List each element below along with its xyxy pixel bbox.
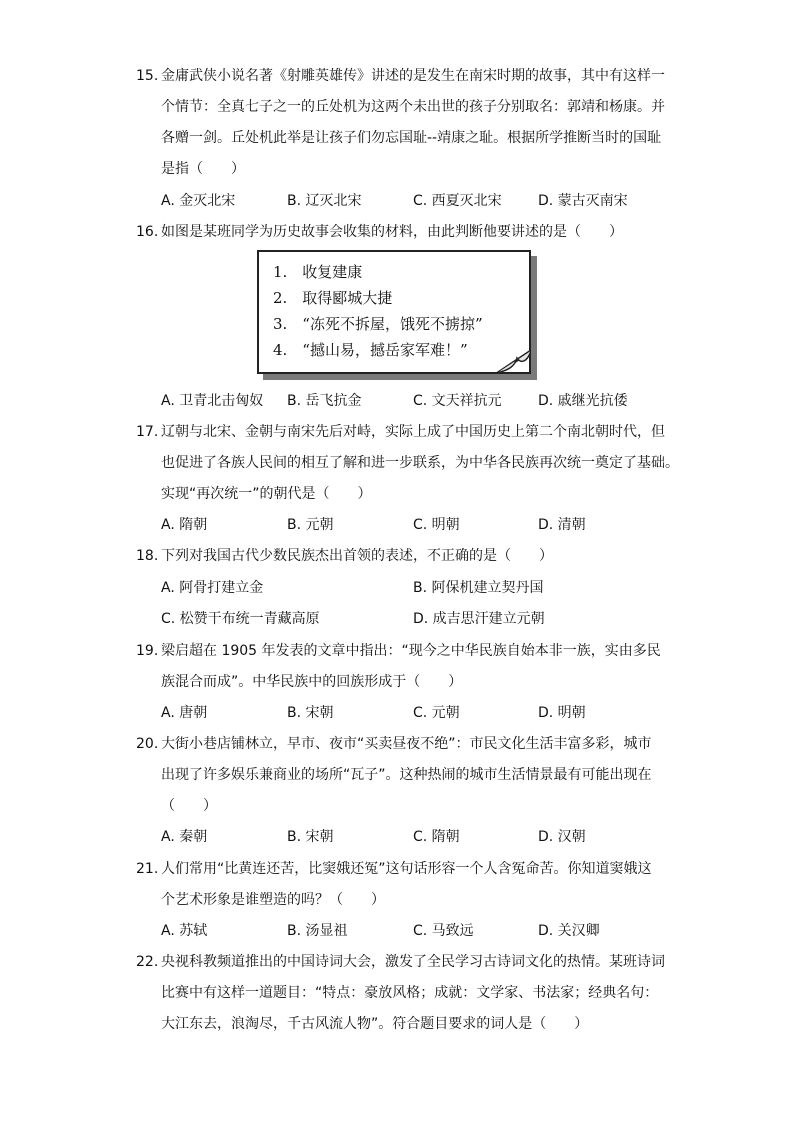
option-a[interactable]: A. 秦朝 <box>161 829 208 845</box>
question-text: 比赛中有这样一道题目：“特点：豪放风格；成就：文学家、书法家；经典名句： <box>161 985 659 1001</box>
question-text: 大江东去，浪淘尽，千古风流人物”。符合题目要求的词人是（ ） <box>161 1016 589 1032</box>
option-c[interactable]: C. 文天祥抗元 <box>413 393 502 409</box>
question-text: 大街小巷店铺林立，早市、夜市“买卖昼夜不绝”：市民文化生活丰富多彩，城市 <box>161 736 652 752</box>
option-b[interactable]: B. 宋朝 <box>287 705 334 721</box>
option-c[interactable]: C. 隋朝 <box>413 829 460 845</box>
question-text: 如图是某班同学为历史故事会收集的材料，由此判断他要讲述的是（ ） <box>161 224 623 240</box>
question-number: 15. <box>136 68 159 84</box>
option-c[interactable]: C. 马致远 <box>413 923 474 939</box>
material-note <box>257 250 538 380</box>
option-d[interactable]: D. 戚继光抗倭 <box>538 393 628 409</box>
question-number: 16. <box>136 224 159 240</box>
question-text: 金庸武侠小说名著《射雕英雄传》讲述的是发生在南宋时期的故事，其中有这样一 <box>161 68 665 84</box>
question-number: 17. <box>136 424 159 440</box>
option-a[interactable]: A. 唐朝 <box>161 705 208 721</box>
question-number: 20. <box>136 736 159 752</box>
option-a[interactable]: A. 隋朝 <box>161 517 208 533</box>
question-number: 21. <box>136 861 159 877</box>
question-text: 实现“再次统一”的朝代是（ ） <box>161 486 372 502</box>
question-text: 辽朝与北宋、金朝与南宋先后对峙，实际上成了中国历史上第二个南北朝时代，但 <box>161 424 665 440</box>
option-d[interactable]: D. 蒙古灭南宋 <box>538 193 628 209</box>
question-text: 出现了许多娱乐兼商业的场所“瓦子”。这种热闹的城市生活情景最有可能出现在 <box>161 767 652 783</box>
question-text: 个情节：全真七子之一的丘处机为这两个未出世的孩子分别取名：郭靖和杨康。并 <box>161 99 665 115</box>
option-a[interactable]: A. 苏轼 <box>161 923 208 939</box>
page-fold-icon <box>495 350 531 374</box>
note-item: 1. 收复建康 <box>273 263 363 281</box>
option-d[interactable]: D. 成吉思汗建立元朝 <box>413 611 545 627</box>
option-b[interactable]: B. 宋朝 <box>287 829 334 845</box>
option-a[interactable]: A. 金灭北宋 <box>161 193 236 209</box>
question-number: 18. <box>136 548 159 564</box>
option-a[interactable]: A. 卫青北击匈奴 <box>161 393 264 409</box>
question-text: 是指（ ） <box>161 161 245 177</box>
question-text: 个艺术形象是谁塑造的吗？（ ） <box>161 892 385 908</box>
option-c[interactable]: C. 松赞干布统一青藏高原 <box>161 611 320 627</box>
option-c[interactable]: C. 明朝 <box>413 517 460 533</box>
option-b[interactable]: B. 汤显祖 <box>287 923 348 939</box>
question-text: （ ） <box>161 798 217 814</box>
option-a[interactable]: A. 阿骨打建立金 <box>161 580 264 596</box>
option-b[interactable]: B. 岳飞抗金 <box>287 393 362 409</box>
option-c[interactable]: C. 西夏灭北宋 <box>413 193 502 209</box>
option-b[interactable]: B. 辽灭北宋 <box>287 193 362 209</box>
question-number: 19. <box>136 643 159 659</box>
option-b[interactable]: B. 元朝 <box>287 517 334 533</box>
option-d[interactable]: D. 关汉卿 <box>538 923 600 939</box>
question-text: 央视科教频道推出的中国诗词大会，激发了全民学习古诗词文化的热情。某班诗词 <box>161 954 665 970</box>
option-c[interactable]: C. 元朝 <box>413 705 460 721</box>
option-d[interactable]: D. 明朝 <box>538 705 586 721</box>
question-text: 人们常用“比黄连还苦，比窦娥还冤”这句话形容一个人含冤命苦。你知道窦娥这 <box>161 861 652 877</box>
question-text: 族混合而成”。中华民族中的回族形成于（ ） <box>161 674 463 690</box>
question-text: 也促进了各族人民间的相互了解和进一步联系，为中华各民族再次统一奠定了基础。 <box>161 455 679 471</box>
note-card <box>257 250 531 374</box>
question-text: 下列对我国古代少数民族杰出首领的表述，不正确的是（ ） <box>161 548 553 564</box>
question-text: 各赠一剑。丘处机此举是让孩子们勿忘国耻--靖康之耻。根据所学推断当时的国耻 <box>161 130 662 146</box>
note-item: 4. “撼山易，撼岳家军难！” <box>273 341 468 359</box>
note-item: 2. 取得郾城大捷 <box>273 289 393 307</box>
question-number: 22. <box>136 954 159 970</box>
option-d[interactable]: D. 汉朝 <box>538 829 586 845</box>
question-text: 梁启超在 1905 年发表的文章中指出：“现今之中华民族自始本非一族，实由多民 <box>161 643 661 659</box>
note-item: 3. “冻死不拆屋，饿死不掳掠” <box>273 315 483 333</box>
option-d[interactable]: D. 清朝 <box>538 517 586 533</box>
option-b[interactable]: B. 阿保机建立契丹国 <box>413 580 544 596</box>
